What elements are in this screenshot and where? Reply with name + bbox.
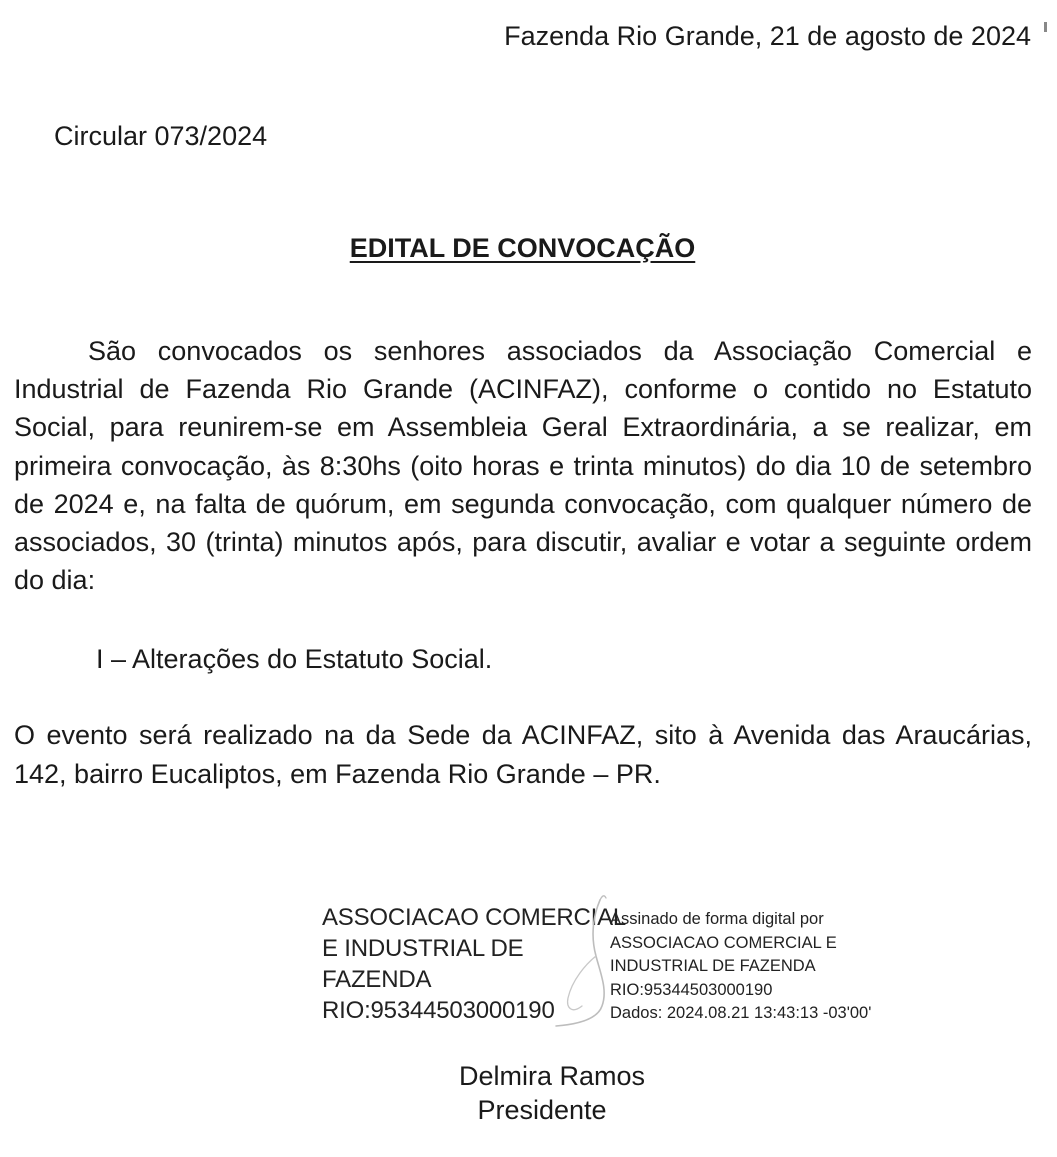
agenda-item: I – Alterações do Estatuto Social. [96,644,493,674]
signature-info-line: ASSOCIACAO COMERCIAL E [610,933,837,952]
signature-info-line: RIO:95344503000190 [610,980,773,999]
signatory-name: Delmira Ramos [458,1061,646,1091]
convocation-paragraph: São convocados os senhores associados da Associação Comercial e Industrial de Fazenda Rio Grande (ACINFAZ), conforme o contido no Estatuto Social, para reunirem-se em Assembleia Geral Extraordinária, a se realizar, em primeira convocação, às 8:30hs (oito horas e trinta minutos) do dia 10 de setembro de 2024 e, na falta de quórum, em segunda convocação, com qualquer número de associados, 30 (trinta) minutos após, para discutir, avaliar e votar a seguinte ordem do dia: [14,336,1032,596]
signer-line: E INDUSTRIAL DE [322,935,524,962]
digital-signature-info [610,908,871,1026]
signer-line: FAZENDA [322,966,432,993]
signature-info-line: INDUSTRIAL DE FAZENDA [610,957,816,975]
signer-line: RIO:95344503000190 [322,997,555,1024]
document-date: Fazenda Rio Grande, 21 de agosto de 2024 [504,21,1031,51]
document-title: EDITAL DE CONVOCAÇÃO [349,233,696,263]
digital-signature-block [322,902,922,1042]
signature-info-line: Assinado de forma digital por [610,910,824,928]
edge-mark [1044,22,1047,32]
signatory-role: Presidente [477,1095,607,1125]
signer-line: ASSOCIACAO COMERCIAL [322,904,627,931]
circular-number: Circular 073/2024 [54,121,268,151]
event-location-paragraph: O evento será realizado na da Sede da ACINFAZ, sito à Avenida das Araucárias, 142, bairro Eucaliptos, em Fazenda Rio Grande – PR. [14,720,1032,789]
signature-info-line: Dados: 2024.08.21 13:43:13 -03'00' [610,1004,872,1022]
